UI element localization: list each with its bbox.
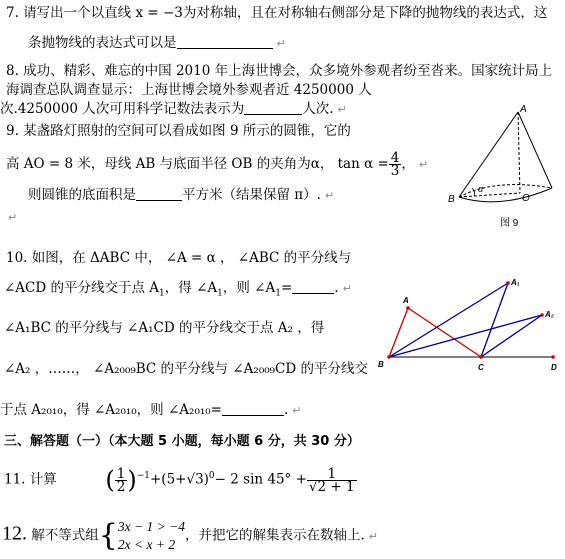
- cone-height-line: [518, 112, 520, 193]
- q10-line1: [6, 249, 351, 267]
- label-O: O: [522, 193, 530, 204]
- point-B: [387, 355, 391, 359]
- q10-line3: [4, 319, 324, 337]
- label-alpha: α: [478, 184, 484, 194]
- label-A1: A₁: [511, 278, 520, 287]
- q8-text-3a: 次.4250000 人次可用科学记数法表示为: [0, 101, 245, 117]
- q10-sub-2: 1: [217, 288, 223, 299]
- paragraph-mark-icon: ↵: [292, 404, 302, 417]
- cone-figure: [440, 100, 565, 230]
- point-A2: [540, 313, 544, 317]
- cone-right-edge: [518, 112, 552, 188]
- q10-text-2a: ∠ACD 的平分线交于点 A: [4, 280, 160, 296]
- q9-frac-denominator: 3: [390, 163, 400, 179]
- q10-answer-blank-1[interactable]: [292, 279, 334, 294]
- q8-answer-blank[interactable]: [244, 100, 302, 115]
- q9-tan-fraction: [389, 152, 402, 177]
- q10-line5: 于点 A₂₀₁₀，得 ∠A₂₀₁₀，则 ∠A₂₀₁₀= . ↵: [0, 402, 302, 418]
- q11-half-den: 2: [116, 478, 126, 495]
- q9-text-1: 9. 某盏路灯照射的空间可以看成如图 9 所示的圆锥，它的: [6, 123, 351, 139]
- paragraph-mark-icon: ↵: [342, 282, 352, 295]
- point-A1: [506, 281, 510, 285]
- angle-arc: [472, 188, 475, 196]
- q11-exp-0: 0: [208, 471, 215, 481]
- q9-answer-blank[interactable]: [136, 186, 182, 201]
- point-C: [479, 355, 483, 359]
- q11-line: 11. 计算 ( $\frac{1}{2}$ )$^{-1}+(5+√3)^0- 2$ sin 45° + $\frac{1}{√2 + 1}$: [4, 465, 355, 495]
- bisector-CA2: [481, 315, 542, 357]
- q8-line1: [6, 62, 552, 80]
- q8-text-2: 海调查总队调查显示：上海世博会境外参观者近 4250000 人: [6, 82, 372, 98]
- paragraph-mark-icon: ↵: [276, 37, 286, 50]
- q9-line3: [28, 186, 334, 205]
- paragraph-mark-icon: ↵: [8, 211, 18, 224]
- q10-line4: [4, 360, 368, 378]
- q10-line2: ∠ACD 的平分线交于点 $A_1$，得 $\angle A_1$，则 $\angle A_1=$ . ↵: [4, 280, 352, 299]
- paragraph-mark-icon: ↵: [324, 189, 335, 202]
- q11-exp-neg1: −1: [136, 471, 150, 481]
- cone-base-front: [459, 188, 552, 202]
- blank-line-mark: [4, 208, 17, 227]
- q8-line3: [0, 100, 347, 119]
- q10-text-2e: ，则 ∠A: [222, 280, 276, 296]
- q11-frac-num: 1: [307, 468, 357, 481]
- q7-answer-blank[interactable]: [177, 34, 273, 49]
- bisector-BA1: [389, 283, 508, 357]
- q12-text-b: ，并把它的解集表示在数轴上.: [184, 527, 365, 544]
- q11-half-fraction: [115, 465, 128, 495]
- bisector-CA1: [481, 283, 508, 357]
- figure-caption: 图 9: [500, 218, 519, 229]
- point-A: [406, 306, 410, 310]
- q10-text-2g: =: [280, 280, 293, 296]
- q12-system: [118, 518, 185, 554]
- q8-text-3b: 人次.: [302, 101, 334, 117]
- q12-inequality-1: 3x − 1 > −4: [117, 519, 185, 534]
- q12-number: 12.: [2, 522, 27, 545]
- label-A: A: [520, 104, 527, 115]
- cone-base-back: [459, 185, 552, 197]
- q9-text-3b: 平方米（结果保留 π）.: [182, 187, 321, 203]
- label-D: D: [551, 363, 557, 372]
- q9-text-2: 高 AO = 8 米，母线 AB 与底面半径 OB 的夹角为α， tan α =: [6, 156, 389, 172]
- q11-half-num: 1: [116, 465, 126, 482]
- q10-sub-1: 1: [159, 288, 165, 299]
- paragraph-mark-icon: ↵: [418, 158, 429, 171]
- section3-heading: [4, 433, 360, 451]
- q11-expr-tail: − 2 sin 45° +: [214, 471, 307, 488]
- paragraph-mark-icon: ↵: [337, 103, 347, 116]
- q9-frac-numerator: 4: [390, 150, 400, 166]
- q10-answer-blank-2[interactable]: [222, 401, 284, 416]
- q10-sub-3: 1: [275, 288, 281, 299]
- q11-prefix: 11. 计算: [4, 471, 57, 488]
- q11-frac: [307, 465, 357, 495]
- q12-line: 12. 解不等式组{ 3x − 1 > −4 2x < x + 2 ，并把它的解集表示在数轴上. ↵: [2, 518, 378, 553]
- q7-text-1: 7. 请写出一个以直线 x = −3为对称轴，且在对称轴右侧部分是下降的抛物线的表达式，这: [6, 5, 548, 21]
- point-D: [551, 355, 555, 359]
- side-AC: [408, 308, 481, 357]
- q9-text-3a: 则圆锥的底面积是: [28, 187, 136, 203]
- q12-inequality-2: 2x < x + 2: [117, 537, 176, 552]
- q12-text-a: 解不等式组: [31, 527, 99, 544]
- q10-text-5: 于点 A₂₀₁₀，得 ∠A₂₀₁₀，则 ∠A₂₀₁₀=: [0, 402, 222, 418]
- q9-line2: 高 AO = 8 米，母线 AB 与底面半径 OB 的夹角为α， tan α = $\frac{4}{3}$ ， ↵: [6, 150, 429, 179]
- label-C: C: [478, 363, 484, 372]
- bisector-BA2: [389, 315, 542, 357]
- q11-expr-mid: +(5+√3): [149, 471, 209, 488]
- q11-frac-den: √2 + 1: [308, 478, 355, 495]
- q9-line1: [6, 122, 351, 140]
- paragraph-mark-icon: ↵: [368, 529, 378, 543]
- label-B: B: [448, 194, 455, 205]
- q10-text-4: ∠A₂ ，……， ∠A₂₀₀₉BC 的平分线与 ∠A₂₀₀₉CD 的平分线交: [4, 361, 368, 377]
- q10-text-3: ∠A₁BC 的平分线与 ∠A₁CD 的平分线交于点 A₂ ，得: [4, 320, 325, 336]
- cone-radius-line: [459, 193, 520, 197]
- q10-text-2c: ，得 ∠A: [164, 280, 218, 296]
- q8-line2: [6, 81, 372, 99]
- label-B: B: [378, 360, 384, 369]
- q8-text-1: 8. 成功、精彩、难忘的中国 2010 年上海世博会，众多境外参观者纷至沓来。国家统计局上: [6, 63, 553, 79]
- label-A: A: [403, 296, 409, 305]
- q10-text-1: 10. 如图，在 ΔABC 中， ∠A = α ， ∠ABC 的平分线与: [6, 250, 352, 266]
- section3-title: 三、解答题（一）（本大题 5 小题，每小题 6 分，共 30 分）: [4, 434, 360, 449]
- q7-line2: [28, 34, 286, 53]
- q7-text-2: 条抛物线的表达式可以是: [28, 35, 177, 51]
- label-A2: A₂: [545, 310, 554, 319]
- side-BA: [389, 308, 408, 357]
- triangle-figure: [375, 275, 565, 375]
- q7-line1: [6, 4, 547, 22]
